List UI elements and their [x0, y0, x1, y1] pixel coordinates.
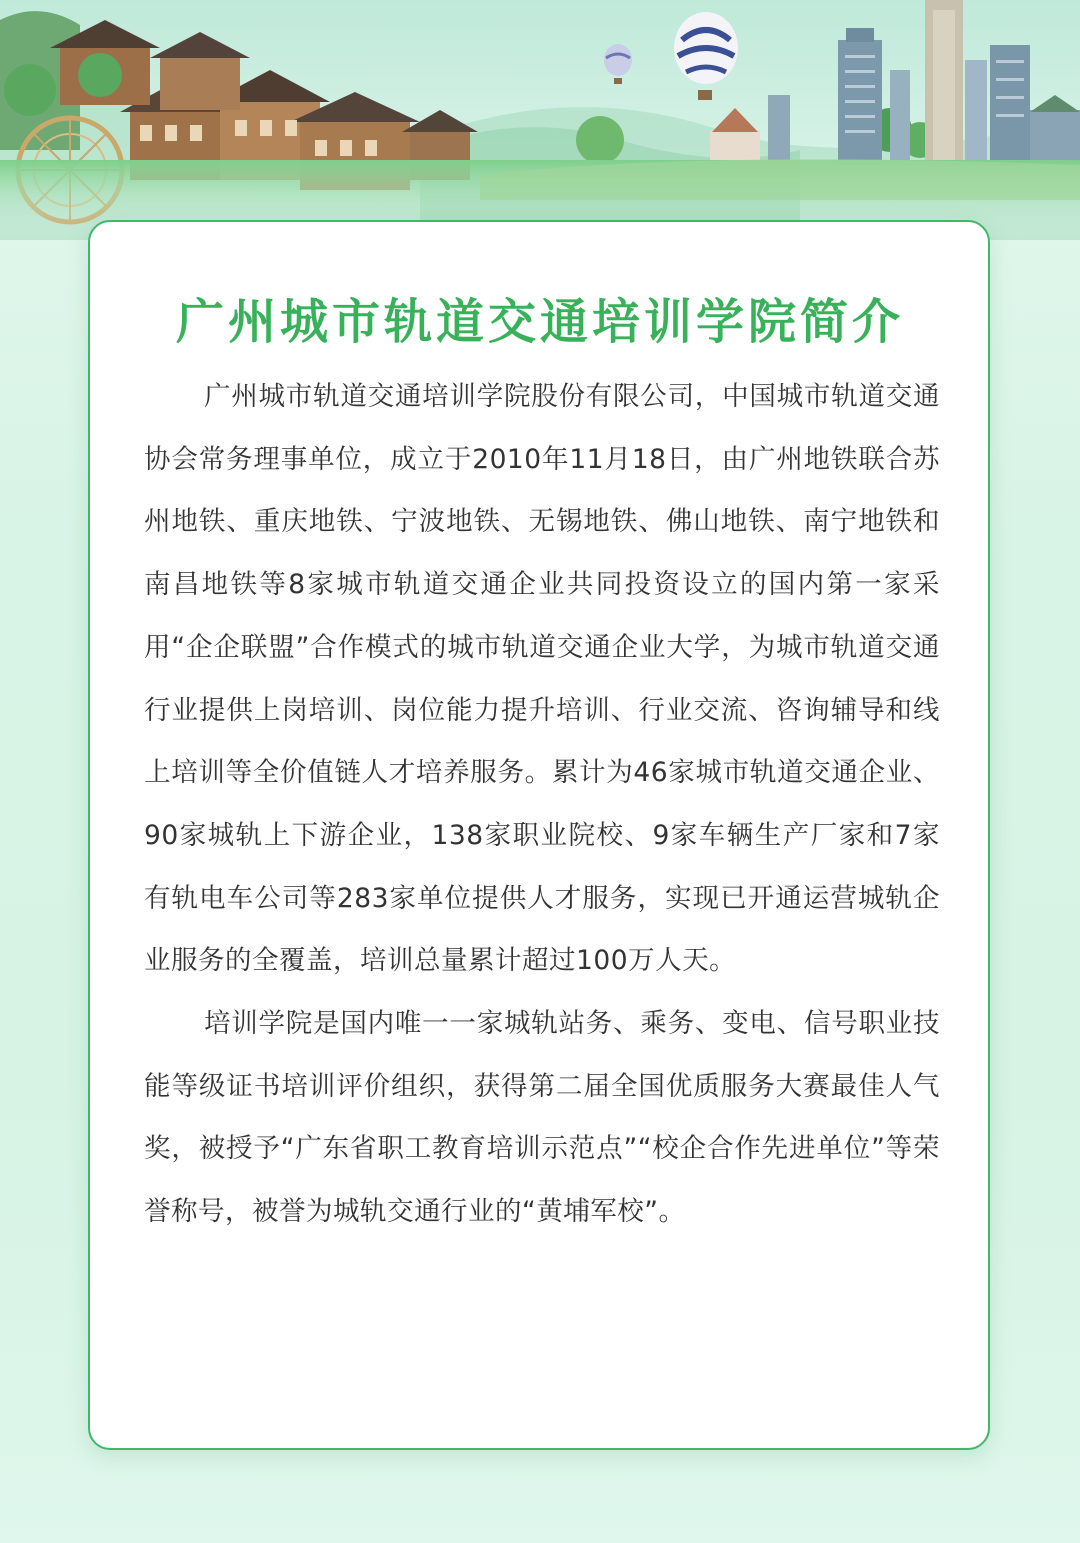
cityscape-illustration	[0, 0, 1080, 240]
intro-paragraph: 培训学院是国内唯一一家城轨站务、乘务、变电、信号职业技能等级证书培训评价组织，获得第二届全国优质服务大赛最佳人气奖，被授予“广东省职工教育培训示范点”“校企合作先进单位”等荣誉称号，被誉为城轨交通行业的“黄埔军校”。	[144, 1008, 940, 1228]
header-banner	[0, 0, 1080, 240]
intro-body	[144, 366, 940, 1244]
intro-paragraph: 广州城市轨道交通培训学院股份有限公司，中国城市轨道交通协会常务理事单位，成立于2010年11月18日，由广州地铁联合苏州地铁、重庆地铁、宁波地铁、无锡地铁、佛山地铁、南宁地铁和南昌地铁等8家城市轨道交通企业共同投资设立的国内第一家采用“企企联盟”合作模式的城市轨道交通企业大学，为城市轨道交通行业提供上岗培训、岗位能力提升培训、行业交流、咨询辅导和线上培训等全价值链人才培养服务。累计为46家城市轨道交通企业、90家城轨上下游企业，138家职业院校、9家车辆生产厂家和7家有轨电车公司等283家单位提供人才服务，实现已开通运营城轨企业服务的全覆盖，培训总量累计超过100万人天。	[144, 381, 940, 977]
page-title: 广州城市轨道交通培训学院简介	[175, 294, 904, 350]
